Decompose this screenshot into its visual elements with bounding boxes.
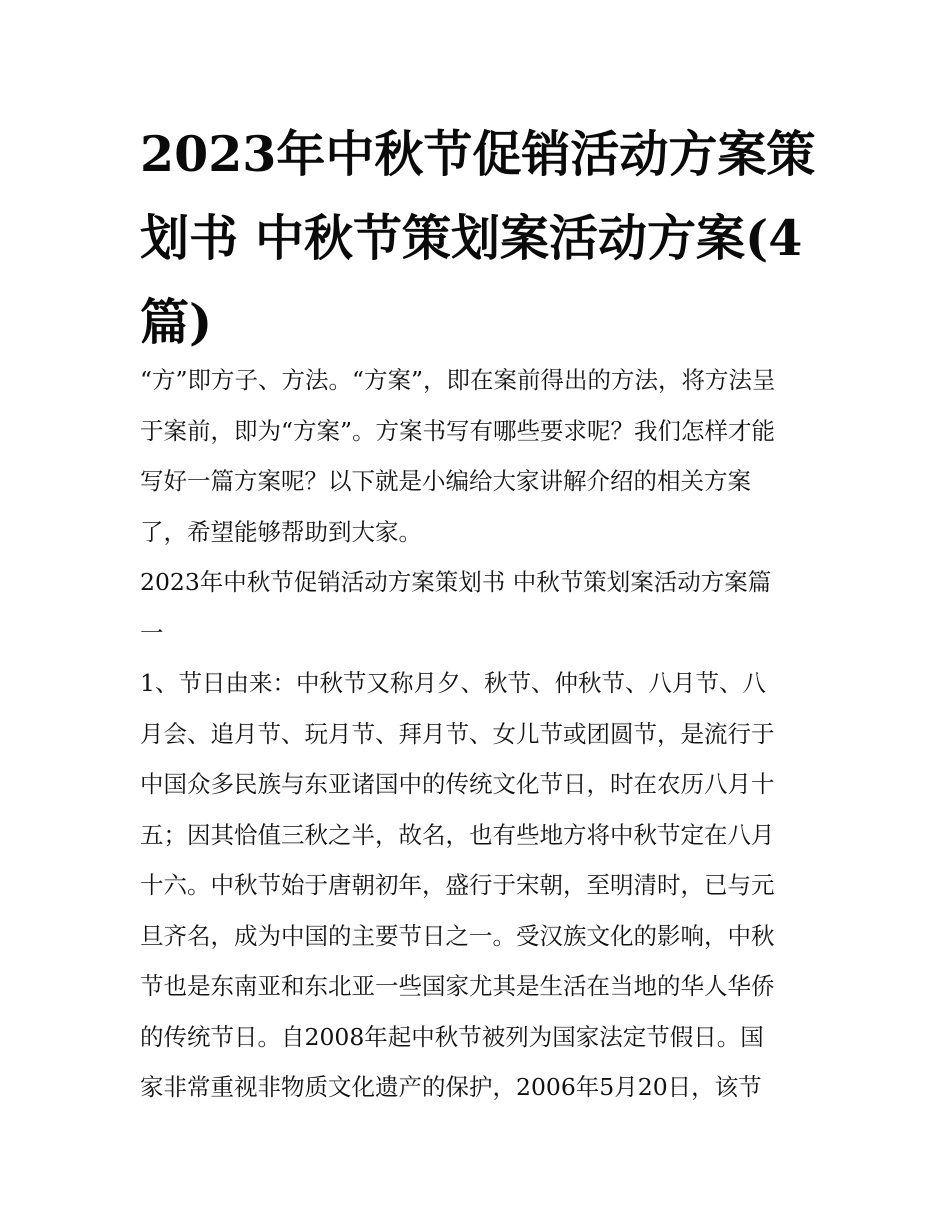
- section-heading: [140, 557, 820, 658]
- title-line-2: 划书 中秋节策划案活动方案(4: [140, 209, 803, 267]
- body-line-4: 五；因其恰值三秋之半，故名，也有些地方将中秋节定在八月: [140, 820, 775, 849]
- body-line-6: 旦齐名，成为中国的主要节日之一。受汉族文化的影响，中秋: [140, 921, 775, 950]
- intro-paragraph: [140, 355, 820, 557]
- title-line-1: 2023年中秋节促销活动方案策: [140, 125, 816, 183]
- body-line-7: 节也是东南亚和东北亚一些国家尤其是生活在当地的华人华侨: [140, 972, 775, 1000]
- body-line-5: 十六。中秋节始于唐朝初年，盛行于宋朝，至明清时，已与元: [140, 871, 775, 899]
- title-line-3: 篇): [140, 293, 213, 351]
- section-heading-line-1: 2023年中秋节促销活动方案策划书 中秋节策划案活动方案篇: [140, 568, 772, 596]
- body-line-8: 的传统节日。自2008年起中秋节被列为国家法定节假日。国: [140, 1022, 764, 1051]
- body-line-3: 中国众多民族与东亚诸国中的传统文化节日，时在农历八月十: [140, 770, 775, 798]
- body-line-9: 家非常重视非物质文化遗产的保护，2006年5月20日，该节: [140, 1073, 762, 1101]
- body-paragraph: [140, 658, 820, 1113]
- intro-line-4: 了，希望能够帮助到大家。: [140, 517, 422, 546]
- intro-line-3: 写好一篇方案呢？以下就是小编给大家讲解介绍的相关方案: [140, 467, 751, 495]
- intro-line-1: “方”即方子、方法。“方案”，即在案前得出的方法，将方法呈: [140, 366, 776, 394]
- document-title: [140, 112, 820, 364]
- body-line-1: 1、节日由来：中秋节又称月夕、秋节、仲秋节、八月节、八: [140, 669, 766, 697]
- section-heading-line-2: 一: [140, 618, 164, 647]
- document-body: [140, 355, 820, 1113]
- body-line-2: 月会、追月节、玩月节、拜月节、女儿节或团圆节，是流行于: [140, 719, 775, 748]
- intro-line-2: 于案前，即为“方案”。方案书写有哪些要求呢？我们怎样才能: [140, 416, 776, 445]
